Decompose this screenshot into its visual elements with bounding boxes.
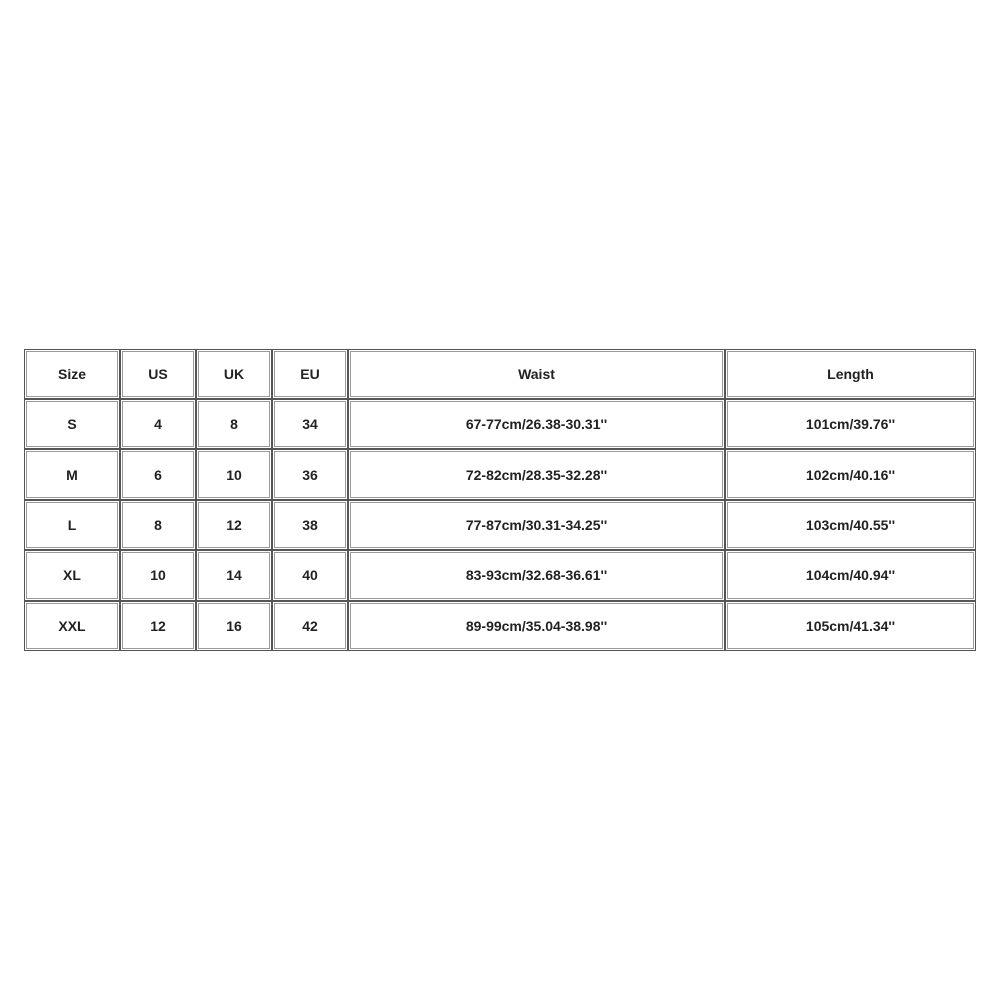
cell-us: 12 bbox=[120, 601, 196, 651]
header-us: US bbox=[120, 349, 196, 399]
header-row bbox=[24, 349, 976, 399]
cell-us: 8 bbox=[120, 500, 196, 550]
cell-length: 102cm/40.16'' bbox=[725, 449, 976, 499]
cell-us: 10 bbox=[120, 550, 196, 600]
cell-uk: 10 bbox=[196, 449, 272, 499]
cell-uk: 16 bbox=[196, 601, 272, 651]
cell-length: 101cm/39.76'' bbox=[725, 399, 976, 449]
cell-waist: 72-82cm/28.35-32.28'' bbox=[348, 449, 725, 499]
cell-eu: 42 bbox=[272, 601, 348, 651]
cell-waist: 89-99cm/35.04-38.98'' bbox=[348, 601, 725, 651]
header-eu: EU bbox=[272, 349, 348, 399]
cell-uk: 12 bbox=[196, 500, 272, 550]
cell-waist: 83-93cm/32.68-36.61'' bbox=[348, 550, 725, 600]
cell-length: 105cm/41.34'' bbox=[725, 601, 976, 651]
cell-waist: 77-87cm/30.31-34.25'' bbox=[348, 500, 725, 550]
table-row bbox=[24, 550, 976, 600]
cell-size: S bbox=[24, 399, 120, 449]
cell-uk: 8 bbox=[196, 399, 272, 449]
cell-size: M bbox=[24, 449, 120, 499]
header-uk: UK bbox=[196, 349, 272, 399]
cell-size: L bbox=[24, 500, 120, 550]
cell-eu: 36 bbox=[272, 449, 348, 499]
cell-eu: 34 bbox=[272, 399, 348, 449]
cell-length: 103cm/40.55'' bbox=[725, 500, 976, 550]
header-size: Size bbox=[24, 349, 120, 399]
table-row bbox=[24, 449, 976, 499]
header-waist: Waist bbox=[348, 349, 725, 399]
table-row bbox=[24, 500, 976, 550]
cell-eu: 40 bbox=[272, 550, 348, 600]
header-length: Length bbox=[725, 349, 976, 399]
cell-length: 104cm/40.94'' bbox=[725, 550, 976, 600]
size-chart-table bbox=[24, 349, 976, 651]
cell-eu: 38 bbox=[272, 500, 348, 550]
cell-waist: 67-77cm/26.38-30.31'' bbox=[348, 399, 725, 449]
table-row bbox=[24, 601, 976, 651]
cell-us: 4 bbox=[120, 399, 196, 449]
cell-size: XL bbox=[24, 550, 120, 600]
table-row bbox=[24, 399, 976, 449]
cell-size: XXL bbox=[24, 601, 120, 651]
cell-us: 6 bbox=[120, 449, 196, 499]
cell-uk: 14 bbox=[196, 550, 272, 600]
